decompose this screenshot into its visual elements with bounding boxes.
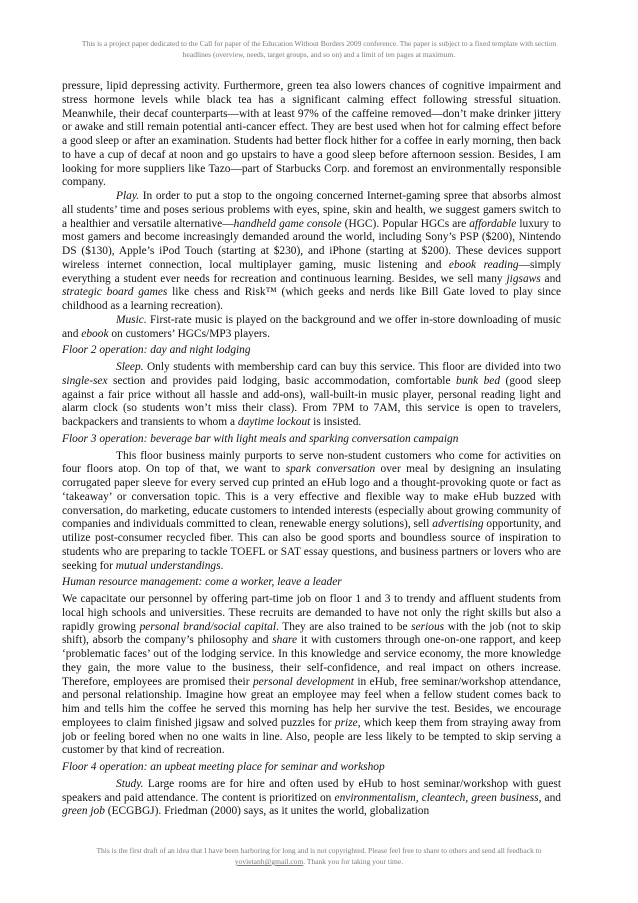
run-in-heading-music: Music. xyxy=(116,313,147,326)
section-heading-floor-4: Floor 4 operation: an upbeat meeting place for seminar and workshop xyxy=(62,761,385,773)
section-heading-human-resource: Human resource management: come a worker, leave a leader xyxy=(62,576,342,589)
section-heading-floor-3: Floor 3 operation: beverage bar with light meals and sparking conversation campaign xyxy=(62,432,459,445)
page-footer-note: This is the first draft of an idea that I have been harboring for long and is not copyrighted. Please feel free to share to others and send all feedback to yovietanh@gmail.com. Thank you for taking your time. xyxy=(96,846,542,866)
paragraph-human-resource: We capacitate our personnel by offering part-time job on floor 1 and 3 to trendy and affluent students from local high schools and universities. These recruits are demanded to have not only the right skills but also a rapidly growing personal brand/social capital. They are also trained to be serious with the job (not to skip shift), absorb the company’s philosophy and share it with customers through one-on-one rapport, and keep ‘problematic faces’ out of the lodging service. In this knowledge and service economy, the more knowledge they gain, the more value to the business, their self-confidence, and real impact on others increase. Therefore, employees are promised their personal development in eHub, free seminar/workshop attendance, and personal relationship. Imagine how great an employee may feel when a fellow student comes back to him and tells him the coffee he served this morning has help her survive the test. Besides, we encourage employees to claim finished jigsaw and solved puzzles for prize, which keep them from straying away from job or feeling bored when no one waits in line. Also, people are less likely to be tempted to skip serving a customer by that kind of recreation. xyxy=(62,593,562,757)
section-heading-floor-2: Floor 2 operation: day and night lodging xyxy=(62,344,251,357)
paragraph-floor-3: This floor business mainly purports to serve non-student customers who come for activities on four floors atop. On top of that, we want to spark conversation over meal by designing an insulating corrugated paper sleeve for every served cup printed an eHub logo and a thought-provoking quote or fact as ‘takeaway’ or conversation topic. This is a very effective and flexible way to make eHub buzzed with conversation, do marketing, educate customers to intended interests (especially about growing community of companies and individuals committed to clean, renewable energy solutions), sell advertising opportunity, and utilize post-consumer recycled fiber. This can also be good sports and boundless source of inspiration to students who are preparing to tackle TOEFL or SAT essay questions, and business partners or lovers who are seeking for mutual understandings. xyxy=(62,449,562,572)
paragraph-study: Study. Large rooms are for hire and often used by eHub to host seminar/workshop with guest speakers and paid attendance. The content is prioritized on environmentalism, cleantech, green business, and green job (ECGBGJ). Friedman (2000) says, as it unites the world, globalization xyxy=(62,777,562,818)
document-body xyxy=(62,80,561,819)
run-in-heading-play: Play. xyxy=(116,190,140,202)
run-in-heading-study: Study. xyxy=(116,777,144,790)
page-header-note: This is a project paper dedicated to the Call for paper of the Education Without Borders 2009 conference. The paper is subject to a fixed template with section headlines (overview, needs, target groups, and so on) and a limit of ten pages at maximum. xyxy=(81,39,557,59)
paragraph-sleep: Sleep. Only students with membership card can buy this service. This floor are divided into two single-sex section and provides paid lodging, basic accommodation, comfortable bunk bed (good sleep against a fair price without all hassle and add-ons), wall-built-in music player, personal reading light and alarm clock (so students won’t miss their class). From 7PM to 7AM, this service is open to travelers, backpackers and transients to whom a daytime lockout is insisted. xyxy=(62,361,561,428)
footer-email-link[interactable]: yovietanh@gmail.com xyxy=(234,857,304,866)
paragraph-play: Play. In order to put a stop to the ongoing concerned Internet-gaming spree that absorbs almost all students’ time and poses serious problems with eyes, spine, skin and health, we suggest gamers switch to a healthier and versatile alternative—handheld game console (HGC). Popular HGCs are affordable luxury to most gamers and become increasingly demanded around the world, including Sony’s PSP ($200), Nintendo DS ($130), Apple’s iPod Touch (starting at $230), and iPhone (starting at $200). These devices support wireless internet connection, local multiplayer gaming, music listening and ebook reading—simply everything a student ever needs for recreation and continuous learning. Besides, we sell many jigsaws and strategic board games like chess and Risk™ (which geeks and nerds like Bill Gate loved to play since childhood as a learning recreation). xyxy=(62,190,562,312)
paragraph-music: Music. First-rate music is played on the background and we offer in-store downloading of music and ebook on customers’ HGCs/MP3 players. xyxy=(62,313,561,340)
paragraph-tea: pressure, lipid depressing activity. Furthermore, green tea also lowers chances of cognitive impairment and stress hormone levels while black tea has a significant calming effect following stressful situation. Meanwhile, their decaf counterparts—with at least 97% of the caffeine removed—don’t make drinker jittery or awake and still remain potential anti-cancer effect. They are best used when hot for calming effect before a good sleep or after an examination. Students had better flock hither for a coffee in early morning, then back to have a cup of decaf at noon and go upstairs to have a good sleep before afternoon session. Besides, I am looking for more suppliers like Tazo—part of Starbucks Corp. and foremost an environmentally responsible company. xyxy=(62,80,561,189)
run-in-heading-sleep: Sleep. xyxy=(116,361,144,373)
